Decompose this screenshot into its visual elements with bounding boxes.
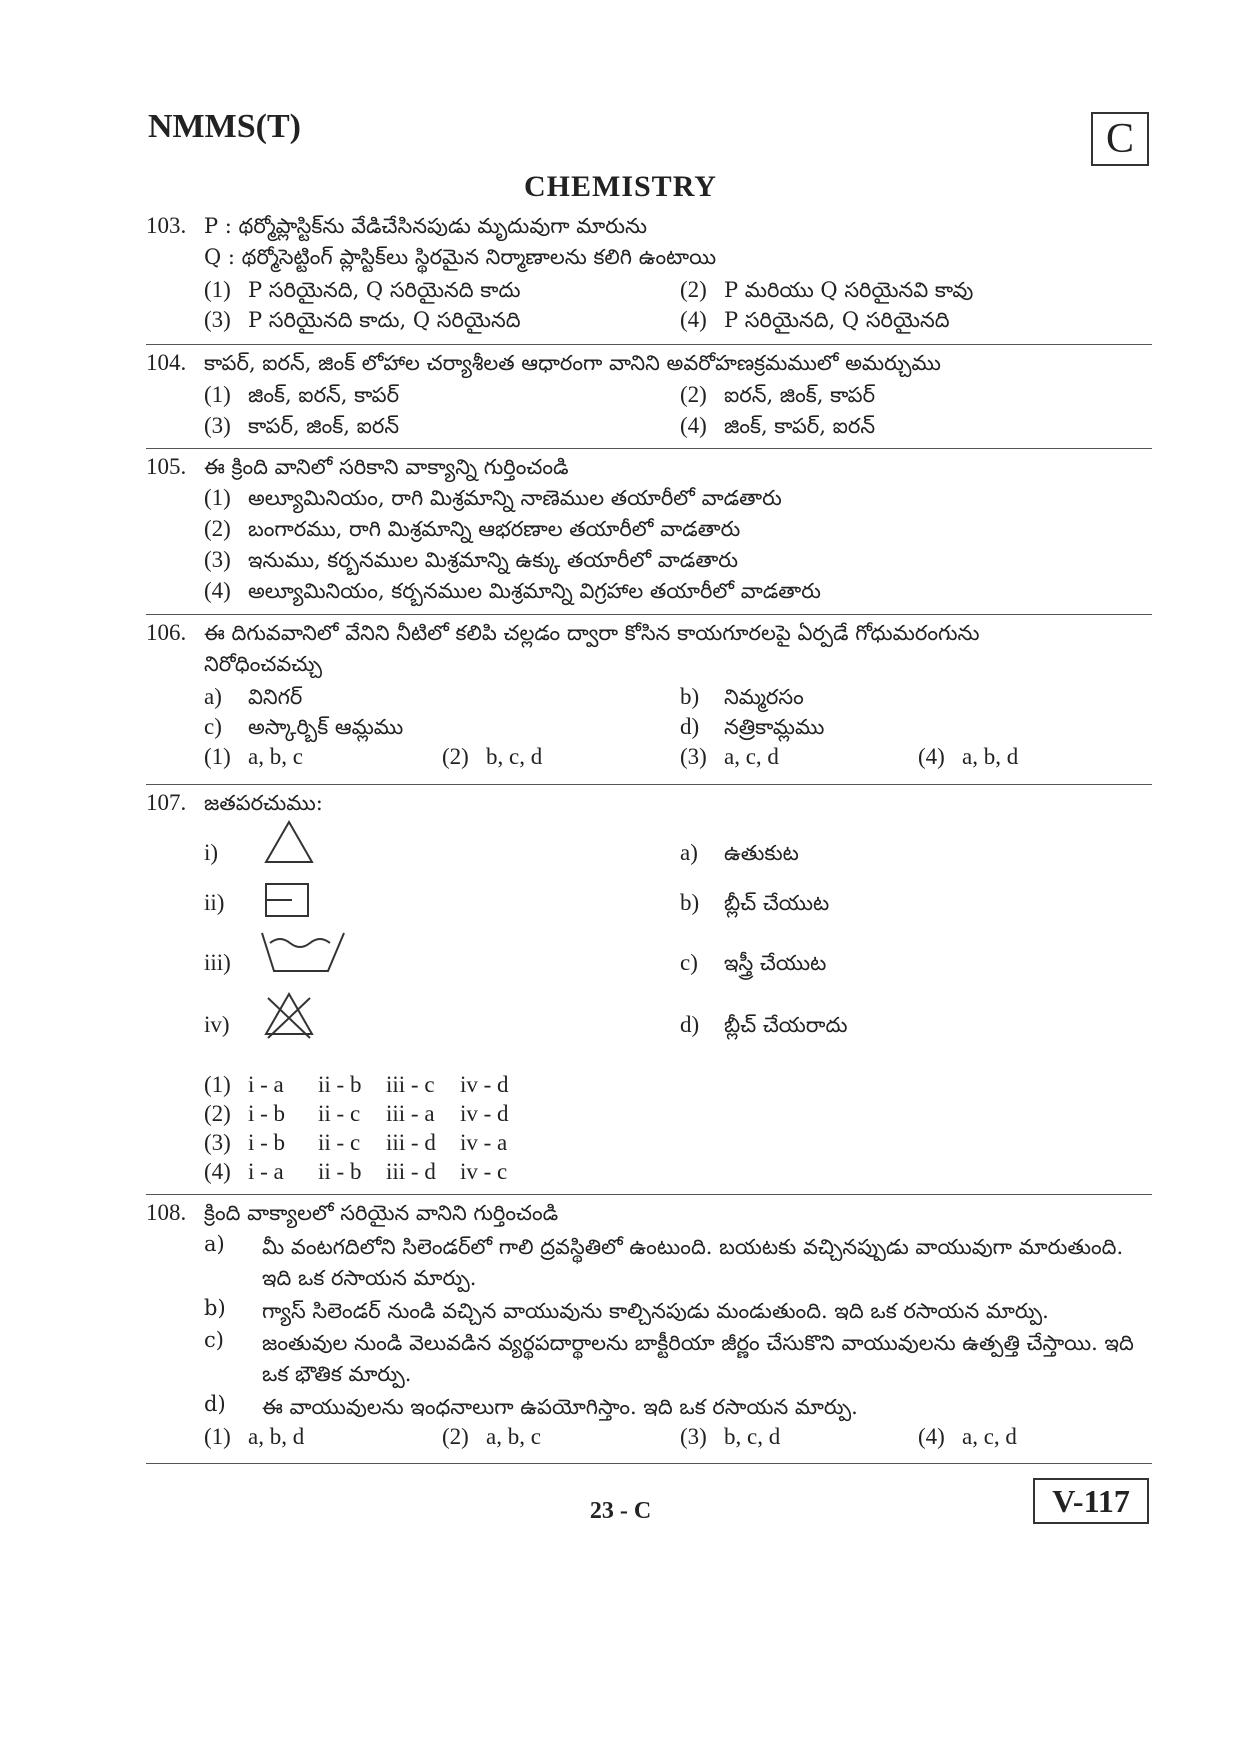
option[interactable] bbox=[204, 277, 521, 308]
option-text: b, c, d bbox=[724, 1424, 781, 1449]
item bbox=[680, 684, 804, 715]
option[interactable] bbox=[204, 578, 821, 609]
option-pair: iii - d bbox=[386, 1159, 436, 1184]
option-number: (2) bbox=[680, 382, 707, 407]
option[interactable] bbox=[204, 382, 399, 413]
option-number: (3) bbox=[204, 1130, 231, 1155]
divider bbox=[146, 1463, 1152, 1464]
option-pair: iv - c bbox=[460, 1159, 508, 1184]
match-right-label: c) bbox=[680, 950, 698, 975]
option-number: (3) bbox=[204, 307, 231, 332]
option[interactable] bbox=[680, 413, 875, 444]
item-text: ఈ వాయువులను ఇంధనాలుగా ఉపయోగిస్తాం. ఇది ఒక రసాయన మార్పు. bbox=[262, 1395, 858, 1419]
item-text: మీ వంటగదిలోని సిలెండర్‌లో గాలి ద్రవస్థితిలో ఉంటుంది. బయటకు వచ్చినప్పుడు వాయువుగా మారుతుంది. ఇది ఒక రసాయన మార్పు. bbox=[262, 1235, 1124, 1290]
match-right-label: a) bbox=[680, 840, 698, 865]
option-text: అల్యూమినియం, రాగి మిశ్రమాన్ని నాణెముల తయారీలో వాడతారు bbox=[248, 486, 782, 510]
option-text: a, b, c bbox=[248, 744, 303, 769]
match-right bbox=[680, 1012, 848, 1043]
statement-p: P : థర్మోప్లాస్టిక్‌ను వేడిచేసినపుడు మృదువుగా మారును bbox=[204, 214, 647, 238]
question-number: 106. bbox=[146, 620, 187, 645]
option[interactable] bbox=[204, 744, 303, 770]
option-text: కాపర్, జింక్, ఐరన్ bbox=[248, 414, 400, 438]
option-pair: iv - d bbox=[460, 1101, 509, 1126]
match-right bbox=[680, 840, 799, 871]
item-text: గ్యాస్ సిలెండర్ నుండి వచ్చిన వాయువును కాల్చినపుడు మండుతుంది. ఇది ఒక రసాయన మార్పు. bbox=[262, 1299, 1049, 1323]
option[interactable] bbox=[204, 547, 738, 578]
set-badge: C bbox=[1091, 112, 1149, 166]
option-text: బంగారము, రాగి మిశ్రమాన్ని ఆభరణాల తయారీలో వాడతారు bbox=[248, 517, 741, 541]
item-label: a) bbox=[204, 1232, 225, 1256]
match-right-text: ఇస్త్రీ చేయుట bbox=[724, 951, 827, 975]
option-pair: i - a bbox=[248, 1159, 284, 1184]
option-number: (1) bbox=[204, 744, 231, 769]
option-text: P సరియైనది, Q సరియైనది కాదు bbox=[248, 278, 521, 302]
divider bbox=[146, 448, 1152, 449]
option-text: జింక్, ఐరన్, కాపర్ bbox=[248, 383, 400, 407]
option-number: (1) bbox=[204, 277, 231, 302]
option[interactable] bbox=[442, 744, 542, 770]
option-number: (2) bbox=[204, 516, 231, 541]
option-number: (3) bbox=[680, 1424, 707, 1449]
page-number: 23 - C bbox=[589, 1498, 652, 1524]
option-pair: iii - a bbox=[386, 1101, 435, 1126]
option-pair: ii - c bbox=[318, 1101, 361, 1126]
option-text: a, c, d bbox=[724, 744, 779, 769]
item bbox=[204, 684, 302, 715]
option-number: (4) bbox=[204, 578, 231, 603]
option[interactable] bbox=[204, 1159, 507, 1185]
divider bbox=[146, 344, 1152, 345]
divider bbox=[146, 1194, 1152, 1195]
item bbox=[680, 714, 824, 745]
option-text: a, c, d bbox=[962, 1424, 1017, 1449]
option[interactable] bbox=[204, 1130, 507, 1156]
exam-code: NMMS(T) bbox=[148, 108, 301, 145]
question-stem: ఈ క్రింది వానిలో సరికాని వాక్యాన్ని గుర్తించండి bbox=[204, 455, 569, 479]
item-label: b) bbox=[680, 684, 700, 709]
item-text: నిమ్మరసం bbox=[724, 685, 804, 709]
crossed-triangle-icon bbox=[262, 990, 316, 1040]
option-text: ఇనుము, కర్బనముల మిశ్రమాన్ని ఉక్కు తయారీలో వాడతారు bbox=[248, 548, 738, 572]
item-text: అస్కార్బిక్ ఆమ్లము bbox=[248, 715, 404, 739]
wash-tub-icon bbox=[258, 925, 348, 981]
option-text: P మరియు Q సరియైనవి కావు bbox=[724, 278, 974, 302]
option[interactable] bbox=[204, 485, 782, 516]
paper-code: V-117 bbox=[1033, 1478, 1149, 1524]
option-pair: iii - d bbox=[386, 1130, 436, 1155]
question-number: 105. bbox=[146, 454, 187, 479]
option[interactable] bbox=[680, 277, 973, 308]
option-text: P సరియైనది కాదు, Q సరియైనది bbox=[248, 308, 521, 332]
item-label: a) bbox=[204, 684, 222, 709]
match-left-label: ii) bbox=[204, 890, 225, 915]
option-pair: ii - b bbox=[318, 1072, 362, 1097]
option-number: (1) bbox=[204, 382, 231, 407]
option-number: (4) bbox=[204, 1159, 231, 1184]
option[interactable] bbox=[204, 1101, 509, 1127]
option-number: (1) bbox=[204, 485, 231, 510]
option-number: (4) bbox=[680, 307, 707, 332]
option-number: (4) bbox=[918, 1424, 945, 1449]
item-text: జంతువుల నుండి వెలువడిన వ్యర్థపదార్థాలను బాక్టీరియా జీర్ణం చేసుకొని వాయువులను ఉత్పత్తి చేస్తాయి. ఇది ఒక భౌతిక మార్పు. bbox=[262, 1331, 1134, 1386]
match-left-label: i) bbox=[204, 840, 219, 865]
option-number: (4) bbox=[918, 744, 945, 769]
question-stem: జతపరచుము: bbox=[204, 791, 323, 815]
match-right-label: d) bbox=[680, 1012, 700, 1037]
match-right-label: b) bbox=[680, 890, 700, 915]
match-right-text: బ్లీచ్ చేయరాదు bbox=[724, 1013, 848, 1037]
option[interactable] bbox=[680, 382, 875, 413]
item-text: నత్రికామ్లము bbox=[724, 715, 825, 739]
match-left-label: iii) bbox=[204, 950, 231, 975]
statement-q: Q : థర్మోసెట్టింగ్ ప్లాస్టిక్‌లు స్థిరమైన నిర్మాణాలను కలిగి ఉంటాయి bbox=[204, 245, 717, 269]
match-right-text: ఉతుకుట bbox=[724, 841, 799, 865]
option-number: (3) bbox=[204, 547, 231, 572]
option-pair: i - b bbox=[248, 1130, 286, 1155]
option-text: b, c, d bbox=[486, 744, 543, 769]
option-text: ఐరన్, జింక్, కాపర్ bbox=[724, 383, 876, 407]
option-pair: i - a bbox=[248, 1072, 284, 1097]
option-number: (3) bbox=[680, 744, 707, 769]
option[interactable] bbox=[204, 1424, 304, 1450]
option[interactable] bbox=[204, 516, 740, 547]
option-text: a, b, d bbox=[248, 1424, 305, 1449]
option-number: (2) bbox=[680, 277, 707, 302]
question-stem: క్రింది వాక్యాలలో సరియైన వానిని గుర్తించండి bbox=[204, 1201, 559, 1225]
question-stem: కాపర్, ఐరన్, జింక్ లోహాల చర్యాశీలత ఆధారంగా వానిని అవరోహణక్రమములో అమర్చుము bbox=[204, 351, 941, 375]
item-label: d) bbox=[680, 714, 700, 739]
option[interactable] bbox=[204, 413, 399, 444]
match-left-label: iv) bbox=[204, 1012, 230, 1037]
item-label: c) bbox=[204, 714, 222, 739]
option[interactable] bbox=[918, 1424, 1017, 1450]
option-text: a, b, c bbox=[486, 1424, 541, 1449]
option[interactable] bbox=[204, 307, 521, 338]
option-number: (1) bbox=[204, 1424, 231, 1449]
option[interactable] bbox=[680, 307, 950, 338]
question-stem: ఈ దిగువవానిలో వేనిని నీటిలో కలిపి చల్లడం ద్వారా కోసిన కాయగూరలపై ఏర్పడే గోధుమరంగును bbox=[204, 621, 980, 645]
option[interactable] bbox=[680, 1424, 780, 1450]
option-number: (2) bbox=[204, 1101, 231, 1126]
match-right-text: బ్లీచ్ చేయుట bbox=[724, 891, 830, 915]
option-number: (2) bbox=[442, 1424, 469, 1449]
divider bbox=[146, 614, 1152, 615]
question-number: 107. bbox=[146, 790, 187, 815]
match-right bbox=[680, 950, 826, 981]
subject-title: CHEMISTRY bbox=[524, 170, 717, 203]
match-right bbox=[680, 890, 829, 921]
item bbox=[204, 714, 403, 745]
question-number: 104. bbox=[146, 350, 187, 375]
option-text: జింక్, కాపర్, ఐరన్ bbox=[724, 414, 876, 438]
divider bbox=[146, 784, 1152, 785]
option-number: (2) bbox=[442, 744, 469, 769]
option-text: a, b, d bbox=[962, 744, 1019, 769]
option-pair: ii - b bbox=[318, 1159, 362, 1184]
option[interactable] bbox=[442, 1424, 541, 1450]
item-label: b) bbox=[204, 1296, 226, 1320]
option-number: (3) bbox=[204, 413, 231, 438]
square-line-icon bbox=[262, 880, 314, 920]
option-number: (4) bbox=[680, 413, 707, 438]
item-label: d) bbox=[204, 1392, 226, 1416]
question-number: 103. bbox=[146, 213, 187, 238]
option-text: P సరియైనది, Q సరియైనది bbox=[724, 308, 950, 332]
option-pair: ii - c bbox=[318, 1130, 361, 1155]
option-number: (1) bbox=[204, 1072, 231, 1097]
item-text: వినిగర్ bbox=[248, 685, 303, 709]
option[interactable] bbox=[918, 744, 1018, 770]
option-pair: iv - d bbox=[460, 1072, 509, 1097]
option-pair: iv - a bbox=[460, 1130, 508, 1155]
question-number: 108. bbox=[146, 1200, 187, 1225]
triangle-icon bbox=[262, 818, 316, 866]
item-label: c) bbox=[204, 1328, 224, 1352]
option-text: అల్యూమినియం, కర్బనముల మిశ్రమాన్ని విగ్రహాల తయారీలో వాడతారు bbox=[248, 579, 821, 603]
option-pair: iii - c bbox=[386, 1072, 435, 1097]
option-pair: i - b bbox=[248, 1101, 286, 1126]
question-stem-continued: నిరోధించవచ్చు bbox=[204, 652, 323, 676]
option[interactable] bbox=[204, 1072, 509, 1098]
option[interactable] bbox=[680, 744, 779, 770]
